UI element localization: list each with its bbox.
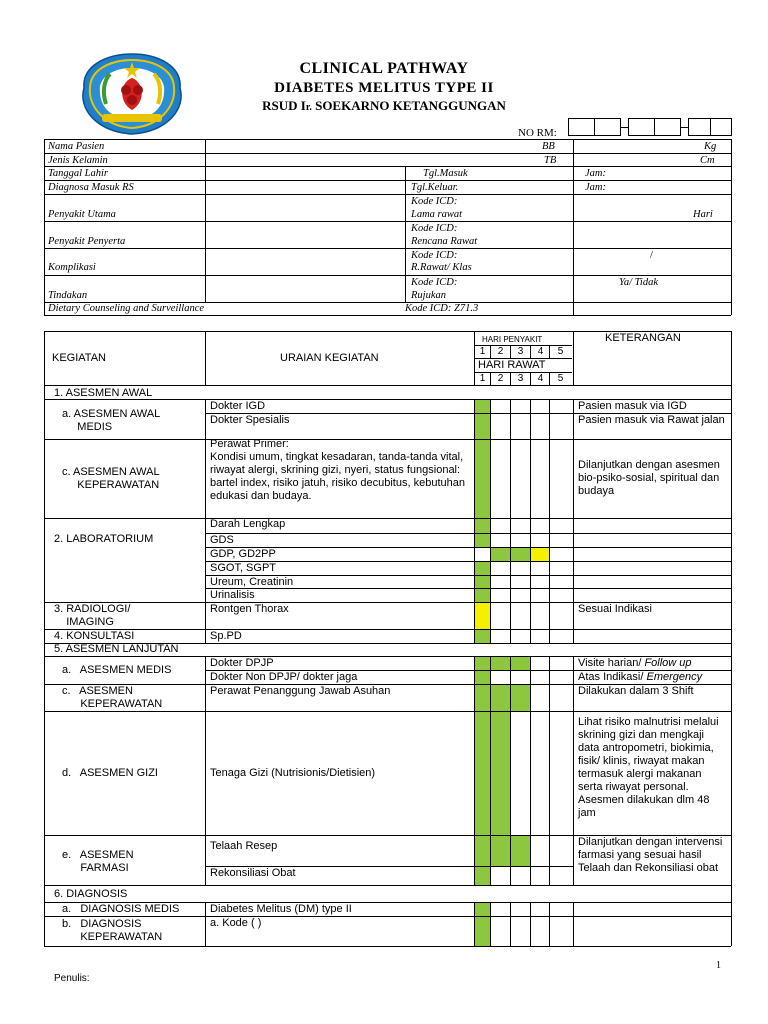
perawat-pj: Perawat Penanggung Jawab Asuhan [210, 685, 391, 697]
label-tindakan: Tindakan [48, 290, 88, 301]
ket-atas-indikasi: Atas Indikasi/ Emergency [578, 671, 703, 683]
label-kode-icd-diet: Kode ICD: Z71.3 [405, 303, 479, 314]
label-hari: Hari [693, 209, 713, 220]
label-kode-icd-1: Kode ICD: [411, 196, 458, 207]
label-rencana-rawat: Rencana Rawat [411, 236, 478, 247]
label-kode-icd-4: Kode ICD: [411, 277, 458, 288]
label-tb: TB [544, 155, 557, 166]
title-diabetes: DIABETES MELITUS TYPE II [274, 80, 494, 96]
label-tgl-masuk: Tgl.Masuk [423, 168, 468, 179]
label-jenis-kelamin: Jenis Kelamin [48, 155, 108, 166]
label-bb: BB [542, 141, 555, 152]
col-hari-rawat: HARI RAWAT [478, 359, 546, 371]
lab-urinalisis: Urinalisis [210, 589, 255, 601]
dm-type-2: Diabetes Melitus (DM) type II [210, 903, 352, 915]
lab-sgot: SGOT, SGPT [210, 562, 277, 574]
label-tanggal-lahir: Tanggal Lahir [48, 168, 109, 179]
label-kode-icd-3: Kode ICD: [411, 250, 458, 261]
asesmen-medis: a. ASESMEN MEDIS [62, 664, 172, 676]
rekonsiliasi-obat: Rekonsiliasi Obat [210, 867, 296, 879]
label-jam-keluar: Jam: [585, 182, 606, 193]
label-lama-rawat: Lama rawat [411, 209, 463, 220]
section-radiologi: 3. RADIOLOGI/ IMAGING [54, 603, 131, 628]
diagnosis-keperawatan: b. DIAGNOSIS KEPERAWATAN [62, 918, 163, 943]
ket-shift: Dilakukan dalam 3 Shift [578, 685, 694, 697]
label-jam-masuk: Jam: [585, 168, 606, 179]
ket-indikasi: Sesuai Indikasi [578, 603, 652, 615]
asesmen-awal-medis: a. ASESMEN AWAL MEDIS [62, 408, 161, 433]
ket-rawat-jalan: Pasien masuk via Rawat jalan [578, 414, 725, 426]
lab-gdp: GDP, GD2PP [210, 548, 276, 560]
label-kg: Kg [704, 141, 717, 152]
lab-gds: GDS [210, 534, 234, 546]
hr-day-4: 4 [537, 373, 544, 384]
lab-ureum: Ureum, Creatinin [210, 576, 294, 588]
label-cm: Cm [700, 155, 715, 166]
col-keterangan: KETERANGAN [605, 332, 681, 344]
hp-day-2: 2 [497, 346, 504, 357]
label-kode-icd-2: Kode ICD: [411, 223, 458, 234]
perawat-primer: Perawat Primer: Kondisi umum, tingkat kesadaran, tanda-tanda vital, riwayat alergi, skrining gizi, nyeri, status fungsional: bartel index, risiko jatuh, risiko decubitus, kebutuhan edukasi dan budaya. [210, 438, 465, 502]
ket-gizi: Lihat risiko malnutrisi melalui skrining gizi dan mengkaji data antropometri, biokimia, fisik/ klinis, riwayat makan termasuk alergi makanan serta riwayat personal. Asesmen dilakukan dlm 48 jam [578, 716, 719, 819]
label-rawat-klas: R.Rawat/ Klas [411, 262, 472, 273]
no-rm-label: NO RM: [518, 127, 557, 139]
label-penyakit-utama: Penyakit Utama [48, 209, 116, 220]
sp-pd: Sp.PD [210, 630, 242, 642]
hr-day-2: 2 [497, 373, 504, 384]
col-hari-penyakit: HARI PENYAKIT [482, 335, 543, 344]
dokter-spesialis: Dokter Spesialis [210, 414, 290, 426]
section-asesmen-lanjutan: 5. ASESMEN LANJUTAN [54, 643, 179, 655]
tenaga-gizi: Tenaga Gizi (Nutrisionis/Dietisien) [210, 767, 376, 779]
label-diagnosa-masuk: Diagnosa Masuk RS [48, 182, 134, 193]
hr-day-3: 3 [517, 373, 524, 384]
hr-day-5: 5 [557, 373, 564, 384]
ket-biopsiko: Dilanjutkan dengan asesmen bio-psiko-sosial, spiritual dan budaya [578, 459, 720, 497]
label-rujukan: Rujukan [411, 290, 446, 301]
section-laboratorium: 2. LABORATORIUM [54, 533, 154, 545]
asesmen-farmasi: e. ASESMEN FARMASI [62, 849, 134, 874]
label-ya-tidak: Ya/ Tidak [619, 277, 659, 288]
dokter-igd: Dokter IGD [210, 400, 266, 412]
hp-day-3: 3 [517, 346, 524, 357]
asesmen-gizi: d. ASESMEN GIZI [62, 767, 158, 779]
dokter-non-dpjp: Dokter Non DPJP/ dokter jaga [210, 671, 358, 683]
penulis-label: Penulis: [54, 973, 90, 984]
label-nama-pasien: Nama Pasien [48, 141, 105, 152]
rontgen-thorax: Rontgen Thorax [210, 603, 289, 615]
hospital-name: RSUD Ir. SOEKARNO KETANGGUNGAN [262, 98, 506, 113]
lab-darah-lengkap: Darah Lengkap [210, 518, 286, 530]
kode-diagnosis: a. Kode ( ) [210, 917, 262, 929]
hp-day-4: 4 [537, 346, 544, 357]
section-asesmen-awal: 1. ASESMEN AWAL [54, 387, 153, 399]
ket-visite: Visite harian/ Follow up [578, 657, 692, 669]
page-number: 1 [716, 960, 721, 971]
label-penyakit-penyerta: Penyakit Penyerta [48, 236, 126, 247]
asesmen-awal-kep: c. ASESMEN AWAL KEPERAWATAN [62, 466, 160, 491]
dokter-dpjp: Dokter DPJP [210, 657, 274, 669]
ket-igd: Pasien masuk via IGD [578, 400, 687, 412]
telaah-resep: Telaah Resep [210, 840, 278, 852]
section-konsultasi: 4. KONSULTASI [54, 630, 135, 642]
section-diagnosis: 6. DIAGNOSIS [54, 888, 128, 900]
hp-day-1: 1 [479, 346, 486, 357]
slash-klas: / [650, 250, 653, 261]
title-clinical-pathway: CLINICAL PATHWAY [299, 60, 469, 77]
label-tgl-keluar: Tgl.Keluar. [411, 182, 459, 193]
hr-day-1: 1 [479, 373, 486, 384]
diagnosis-medis: a. DIAGNOSIS MEDIS [62, 903, 180, 915]
label-komplikasi: Komplikasi [48, 262, 96, 273]
ket-farmasi: Dilanjutkan dengan intervensi farmasi yang sesuai hasil Telaah dan Rekonsiliasi obat [578, 836, 723, 874]
label-dietary: Dietary Counseling and Surveillance [48, 303, 205, 314]
hp-day-5: 5 [557, 346, 564, 357]
col-kegiatan: KEGIATAN [52, 352, 106, 364]
asesmen-keperawatan: c. ASESMEN KEPERAWATAN [62, 685, 163, 710]
col-uraian: URAIAN KEGIATAN [280, 352, 379, 364]
